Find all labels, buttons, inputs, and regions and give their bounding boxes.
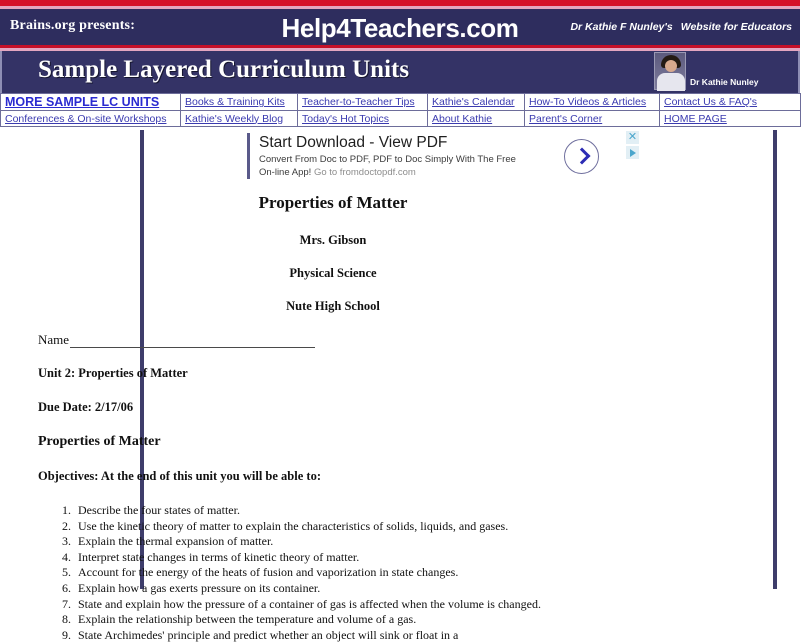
page-title: Sample Layered Curriculum Units	[38, 56, 410, 83]
list-item: 9. State Archimedes' principle and predict whether an object will sink or float in a	[74, 628, 628, 643]
document-school: Nute High School	[286, 299, 380, 313]
nav-cell-parents-corner[interactable]	[525, 111, 660, 127]
nav-link-parents-corner[interactable]: Parent's Corner	[529, 112, 603, 125]
nav-link-conferences-workshops[interactable]: Conferences & On-site Workshops	[5, 112, 167, 125]
document-objectives-heading: Objectives: At the end of this unit you will be able to:	[38, 469, 321, 483]
ad-description-text: On-line App!	[259, 167, 312, 178]
nav-link-about-kathie[interactable]: About Kathie	[432, 112, 493, 125]
document-teacher: Mrs. Gibson	[299, 233, 367, 247]
list-item: 1. Describe the four states of matter.	[74, 503, 628, 519]
nav-link-how-to-videos-articles[interactable]: How-To Videos & Articles	[529, 96, 647, 108]
objectives-list	[38, 503, 628, 643]
list-item: 7. State and explain how the pressure of a container of gas is affected when the volume is changed.	[74, 597, 628, 613]
ad-description-line-1: Convert From Doc to PDF, PDF to Doc Simply With The Free	[259, 154, 516, 165]
author-name: Dr Kathie Nunley	[690, 77, 759, 87]
page-banner	[0, 51, 800, 93]
nav-cell-about-kathie[interactable]	[428, 111, 525, 127]
site-title: Help4Teachers.com	[281, 13, 519, 43]
document-section-heading: Properties of Matter	[38, 434, 161, 449]
list-item: 6. Explain how a gas exerts pressure on its container.	[74, 581, 628, 597]
nav-cell-todays-hot-topics[interactable]	[298, 111, 428, 127]
nav-cell-kathies-calendar[interactable]	[428, 94, 525, 111]
nav-link-more-sample-lc-units[interactable]: MORE SAMPLE LC UNITS	[5, 95, 160, 109]
adchoices-icon[interactable]	[626, 146, 639, 159]
list-item: 4. Interpret state changes in terms of kinetic theory of matter.	[74, 550, 628, 566]
nav-link-home-page[interactable]: HOME PAGE	[664, 112, 727, 125]
list-item: 8. Explain the relationship between the temperature and volume of a gas.	[74, 612, 628, 628]
ad-close-icon[interactable]: ✕	[627, 131, 638, 143]
nav-row-1	[1, 94, 801, 111]
student-name-line	[38, 332, 628, 348]
nav-cell-contact-us-faqs[interactable]	[660, 94, 801, 111]
main-navigation	[0, 93, 801, 127]
student-name-label: Name	[38, 332, 70, 347]
tagline-left: Dr Kathie F Nunley's	[570, 21, 673, 33]
list-item: 3. Explain the thermal expansion of matter.	[74, 534, 628, 550]
nav-link-books-training-kits[interactable]: Books & Training Kits	[185, 96, 285, 108]
ad-headline[interactable]: Start Download - View PDF	[259, 134, 448, 151]
list-item: 2. Use the kinetic theory of matter to explain the characteristics of solids, liquids, and gases.	[74, 519, 628, 535]
nav-cell-kathies-weekly-blog[interactable]	[181, 111, 298, 127]
nav-link-teacher-to-teacher-tips[interactable]: Teacher-to-Teacher Tips	[302, 96, 415, 108]
brains-presents-text: Brains.org presents:	[10, 18, 136, 33]
nav-cell-books-training-kits[interactable]	[181, 94, 298, 111]
list-item: 5. Account for the energy of the heats of fusion and vaporization in state changes.	[74, 565, 628, 581]
nav-cell-how-to-videos-articles[interactable]	[525, 94, 660, 111]
author-portrait-icon	[654, 52, 686, 90]
author-byline	[630, 52, 794, 92]
nav-row-2	[1, 111, 801, 127]
nav-link-kathies-calendar[interactable]: Kathie's Calendar	[432, 96, 515, 108]
site-tagline	[570, 21, 792, 33]
ad-controls	[626, 131, 642, 167]
content-area	[0, 127, 800, 642]
nav-link-contact-us-faqs[interactable]: Contact Us & FAQ's	[664, 96, 758, 108]
document-due-date: Due Date: 2/17/06	[38, 400, 134, 414]
ad-display-url: Go to fromdoctopdf.com	[313, 167, 416, 178]
nav-cell-teacher-to-teacher-tips[interactable]	[298, 94, 428, 111]
nav-cell-more-sample-lc-units[interactable]	[1, 94, 181, 111]
nav-cell-home-page[interactable]	[660, 111, 801, 127]
advertisement-banner[interactable]	[247, 131, 647, 183]
curriculum-document	[38, 193, 628, 643]
document-title: Properties of Matter	[258, 193, 408, 212]
ad-description-line-2	[259, 167, 621, 178]
document-subject: Physical Science	[289, 266, 377, 280]
student-name-blank	[70, 337, 315, 348]
tagline-right: Website for Educators	[680, 21, 792, 33]
nav-cell-conferences-workshops[interactable]	[1, 111, 181, 127]
masthead-bar	[0, 9, 800, 45]
ad-arrow-icon[interactable]	[564, 139, 599, 174]
site-masthead	[0, 0, 800, 51]
nav-link-kathies-weekly-blog[interactable]: Kathie's Weekly Blog	[185, 112, 284, 125]
document-unit-line: Unit 2: Properties of Matter	[38, 366, 188, 380]
nav-link-todays-hot-topics[interactable]: Today's Hot Topics	[302, 112, 390, 125]
